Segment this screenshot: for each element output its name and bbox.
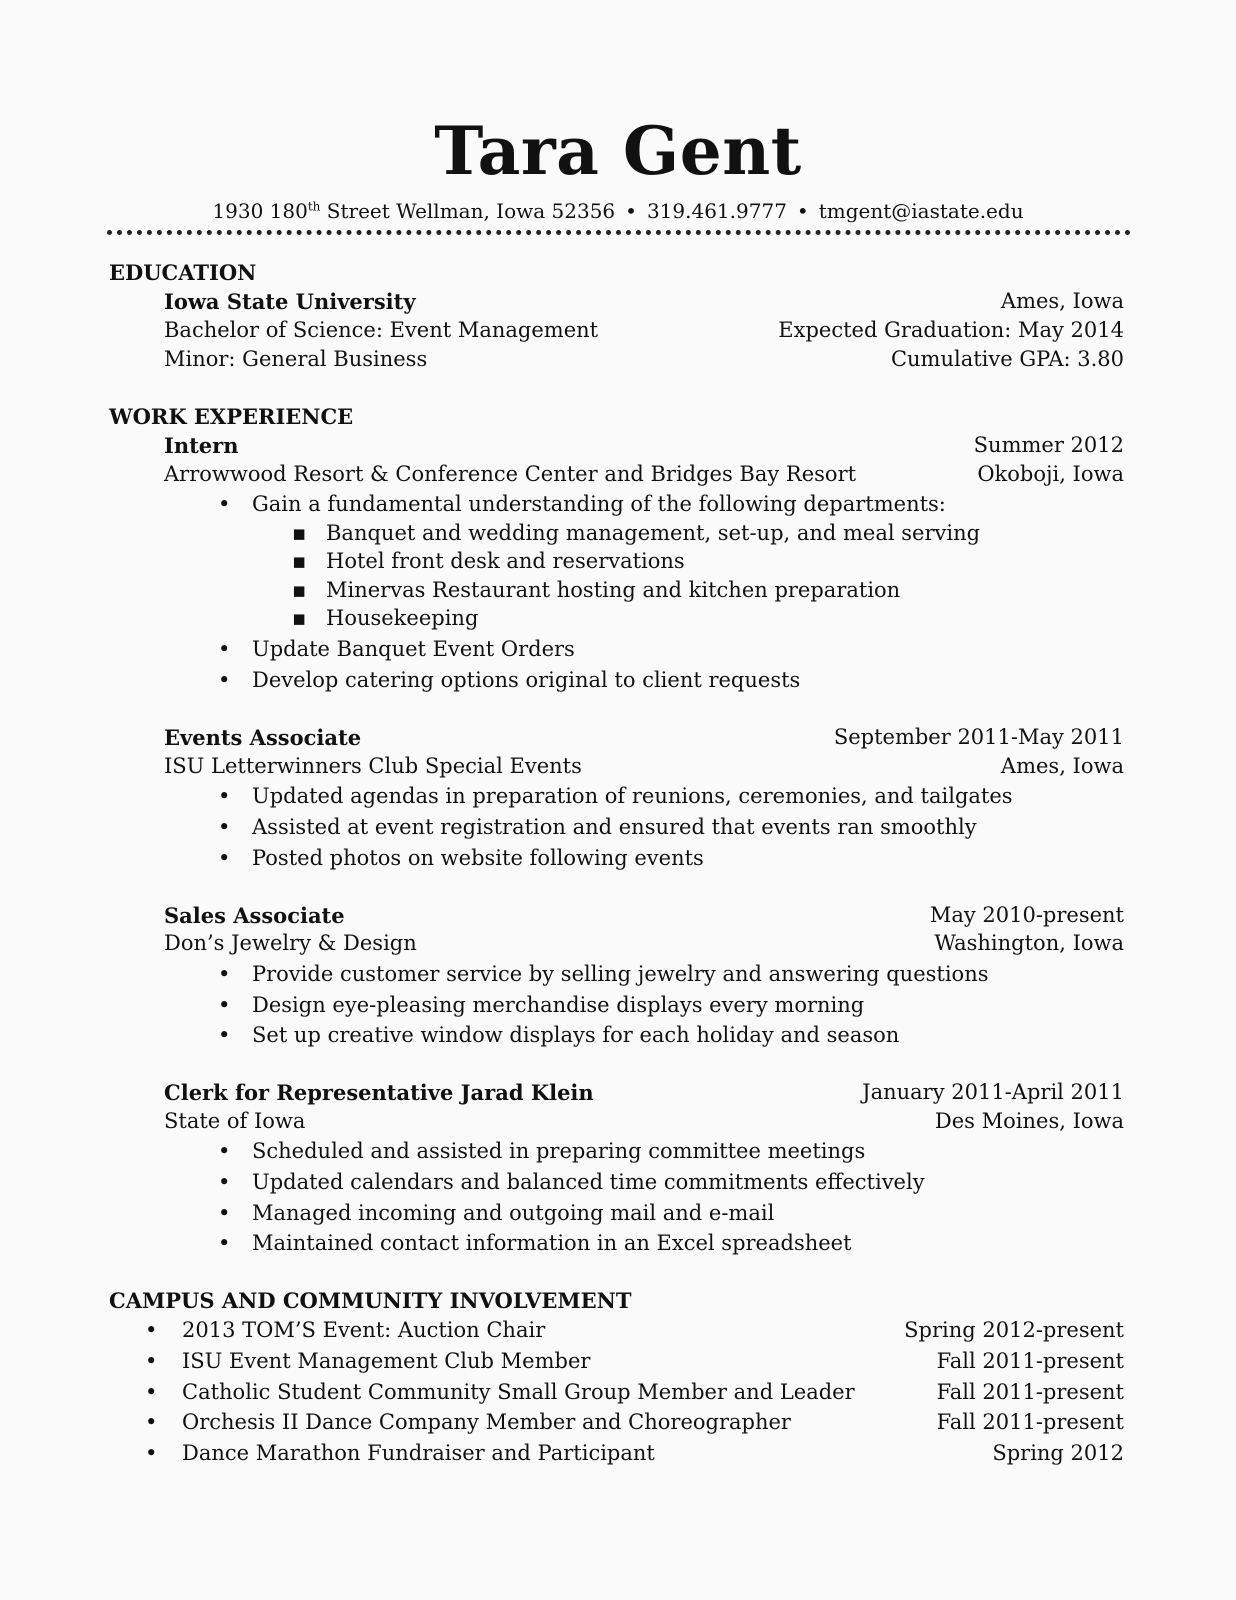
involvement-dates: Fall 2011-present — [936, 1380, 1124, 1404]
job-location: Des Moines, Iowa — [934, 1109, 1124, 1133]
job-title-row — [164, 433, 1124, 458]
job-org: Don’s Jewelry & Design — [164, 931, 417, 955]
bullet-icon: • — [218, 492, 231, 516]
bullet-icon: • — [218, 1023, 231, 1047]
minor: Minor: General Business — [164, 347, 428, 371]
square-bullet-icon: ▪ — [292, 578, 307, 602]
involvement-heading: CAMPUS AND COMMUNITY INVOLVEMENT — [109, 1288, 632, 1313]
bullet-icon: • — [145, 1441, 158, 1465]
bullet-icon: • — [218, 815, 231, 839]
involvement-label: ISU Event Management Club Member — [182, 1349, 591, 1373]
email: tmgent@iastate.edu — [818, 199, 1024, 223]
school-location: Ames, Iowa — [1000, 289, 1124, 313]
bullet-icon: • — [145, 1380, 158, 1404]
bullet-icon: • — [218, 1201, 231, 1225]
job-org: Arrowwood Resort & Conference Center and Bridges Bay Resort — [164, 462, 857, 486]
list-item: • Updated calendars and balanced time commitments effectively — [218, 1170, 925, 1194]
job-location: Okoboji, Iowa — [977, 462, 1124, 486]
separator: • — [796, 199, 809, 223]
square-bullet-icon: ▪ — [292, 549, 307, 573]
bullet-icon: • — [218, 993, 231, 1017]
job-title-row — [164, 903, 1124, 928]
list-item — [145, 1380, 1124, 1404]
list-item: • Assisted at event registration and ensured that events ran smoothly — [218, 815, 977, 839]
resume-name: Tara Gent — [434, 112, 802, 190]
bullet-icon: • — [218, 1231, 231, 1255]
job-location: Ames, Iowa — [1000, 754, 1124, 778]
bullet-icon: • — [218, 784, 231, 808]
list-item: • Scheduled and assisted in preparing committee meetings — [218, 1139, 866, 1163]
education-row — [164, 289, 1124, 314]
job-org: ISU Letterwinners Club Special Events — [164, 754, 582, 778]
education-heading: EDUCATION — [109, 260, 257, 285]
list-item: • Update Banquet Event Orders — [218, 637, 575, 661]
square-bullet-icon: ▪ — [292, 521, 307, 545]
sub-list-item: ▪ Minervas Restaurant hosting and kitchen preparation — [292, 578, 901, 602]
sub-list-item: ▪ Banquet and wedding management, set-up, and meal serving — [292, 521, 981, 545]
list-item — [145, 1349, 1124, 1373]
list-item: • Posted photos on website following events — [218, 846, 704, 870]
involvement-dates: Spring 2012-present — [904, 1318, 1124, 1342]
job-title-row — [164, 725, 1124, 750]
job-dates: Summer 2012 — [973, 433, 1124, 457]
job-location: Washington, Iowa — [934, 931, 1124, 955]
list-item: • Design eye-pleasing merchandise displays every morning — [218, 993, 865, 1017]
education-row — [164, 318, 1124, 342]
list-item: • Set up creative window displays for each holiday and season — [218, 1023, 900, 1047]
job-title: Sales Associate — [164, 903, 345, 928]
bullet-icon: • — [145, 1318, 158, 1342]
sub-list-item: ▪ Housekeeping — [292, 606, 479, 630]
education-row — [164, 347, 1124, 371]
job-org: State of Iowa — [164, 1109, 306, 1133]
job-org-row — [164, 754, 1124, 778]
phone: 319.461.9777 — [646, 199, 787, 223]
job-dates: May 2010-present — [929, 903, 1124, 927]
degree: Bachelor of Science: Event Management — [164, 318, 599, 342]
job-title: Intern — [164, 433, 239, 458]
bullet-icon: • — [218, 1170, 231, 1194]
list-item: • Maintained contact information in an Excel spreadsheet — [218, 1231, 852, 1255]
bullet-icon: • — [218, 637, 231, 661]
gpa: Cumulative GPA: 3.80 — [890, 347, 1124, 371]
job-title-row — [164, 1080, 1124, 1105]
job-title: Clerk for Representative Jarad Klein — [164, 1080, 594, 1105]
bullet-icon: • — [218, 668, 231, 692]
list-item — [145, 1318, 1124, 1342]
address: 1930 180th Street Wellman, Iowa 52356 — [212, 199, 616, 223]
job-org-row — [164, 1109, 1124, 1133]
bullet-icon: • — [145, 1410, 158, 1434]
job-title: Events Associate — [164, 725, 362, 750]
sub-list-item: ▪ Hotel front desk and reservations — [292, 549, 685, 573]
job-org-row — [164, 931, 1124, 955]
school-name: Iowa State University — [164, 289, 416, 314]
involvement-label: Dance Marathon Fundraiser and Participant — [182, 1441, 655, 1465]
list-item: • Gain a fundamental understanding of the following departments: — [218, 492, 946, 516]
job-dates: January 2011-April 2011 — [862, 1080, 1124, 1104]
job-dates: September 2011-May 2011 — [833, 725, 1124, 749]
list-item — [145, 1410, 1124, 1434]
list-item: • Updated agendas in preparation of reunions, ceremonies, and tailgates — [218, 784, 1013, 808]
bullet-icon: • — [218, 1139, 231, 1163]
involvement-dates: Spring 2012 — [992, 1441, 1124, 1465]
involvement-label: Catholic Student Community Small Group Member and Leader — [182, 1380, 855, 1404]
list-item — [145, 1441, 1124, 1465]
involvement-label: 2013 TOM’S Event: Auction Chair — [182, 1318, 546, 1342]
contact-line — [0, 199, 1236, 223]
list-item: • Develop catering options original to client requests — [218, 668, 801, 692]
square-bullet-icon: ▪ — [292, 606, 307, 630]
bullet-icon: • — [218, 962, 231, 986]
separator: • — [625, 199, 637, 223]
list-item: • Provide customer service by selling jewelry and answering questions — [218, 962, 989, 986]
bullet-icon: • — [145, 1349, 158, 1373]
list-item: • Managed incoming and outgoing mail and e-mail — [218, 1201, 775, 1225]
involvement-label: Orchesis II Dance Company Member and Choreographer — [182, 1410, 791, 1434]
work-heading: WORK EXPERIENCE — [109, 404, 354, 429]
graduation: Expected Graduation: May 2014 — [778, 318, 1124, 342]
involvement-dates: Fall 2011-present — [936, 1349, 1124, 1373]
involvement-dates: Fall 2011-present — [936, 1410, 1124, 1434]
job-org-row — [164, 462, 1124, 486]
dotted-divider — [107, 230, 1131, 235]
bullet-icon: • — [218, 846, 231, 870]
